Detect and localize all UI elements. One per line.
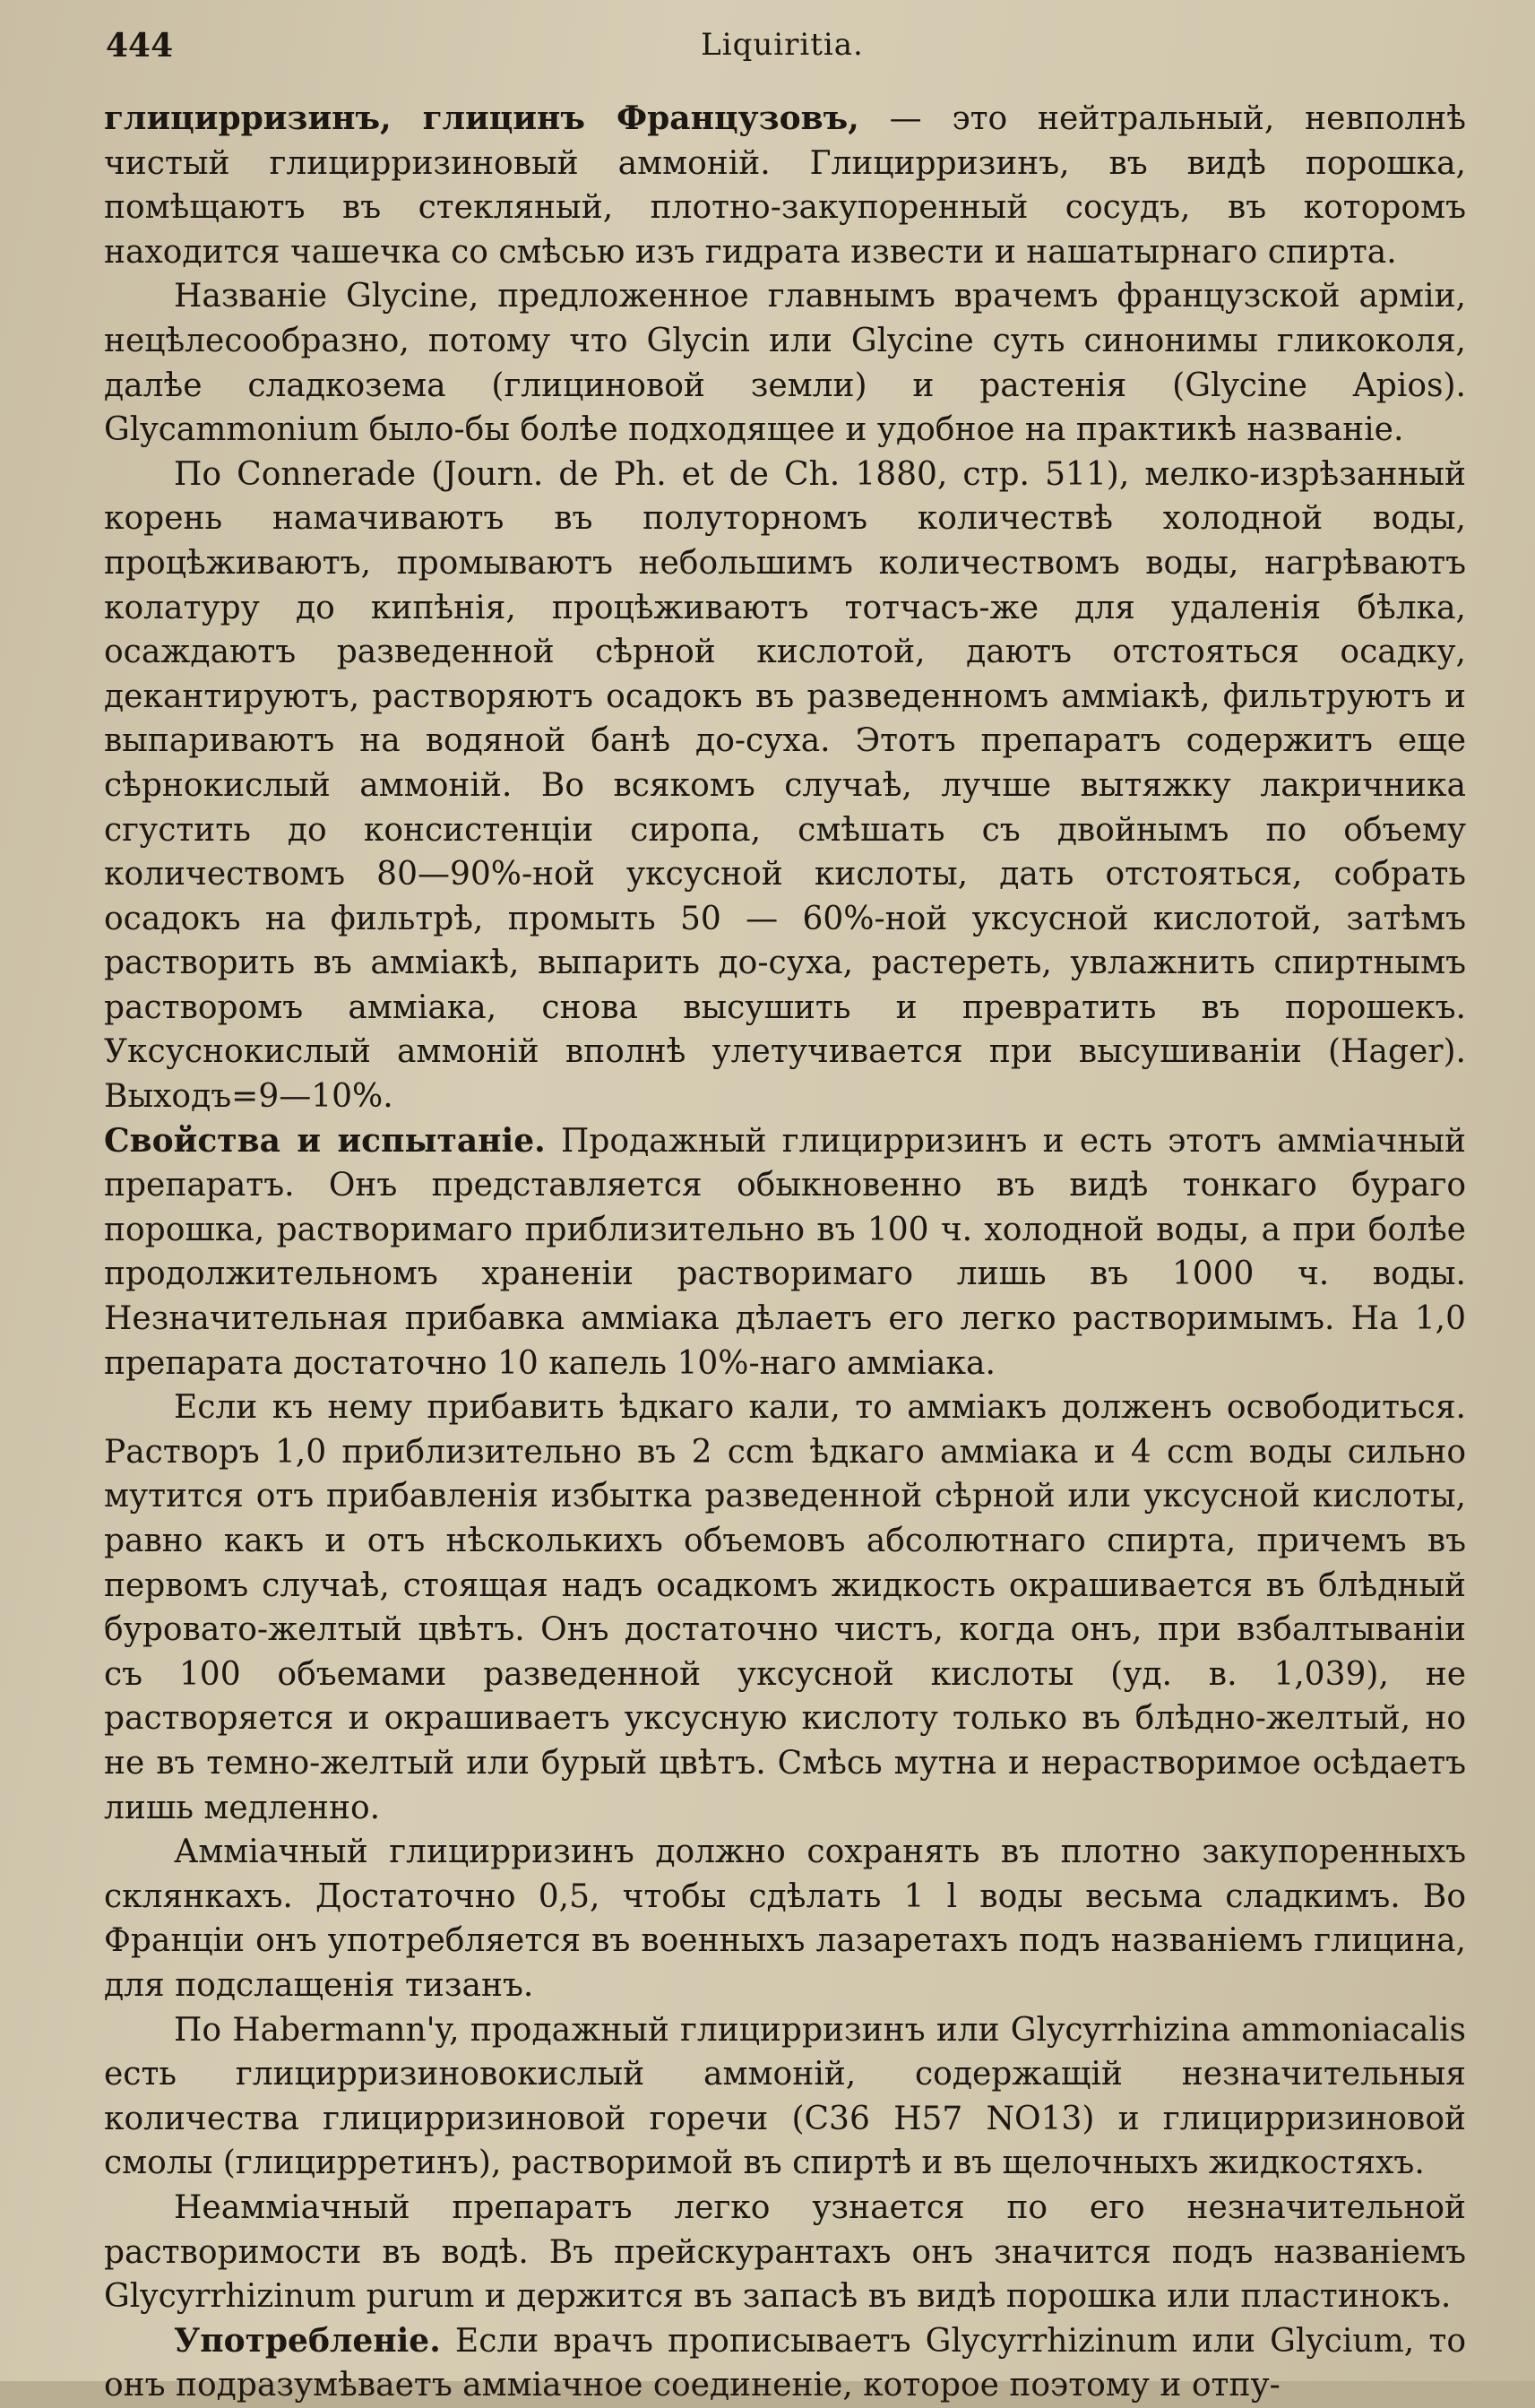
paragraph-1 (104, 97, 1466, 274)
running-head (106, 27, 1459, 72)
paragraph-8-text: Неамміачный препаратъ легко узнается по его незначительной растворимости въ водѣ. Въ прейскурантахъ онъ значится подъ названіемъ Glycyrrhizinum purum и держится въ запасѣ въ видѣ порошка или пластинокъ. (104, 2188, 1466, 2316)
paragraph-6 (104, 1830, 1466, 2007)
paragraph-9-lead: Употребленіе. (174, 2321, 441, 2360)
paragraph-3 (104, 453, 1466, 1119)
paragraph-1-text: — это нейтральный, невполнѣ чистый глицирризиновый аммоній. Глицирризинъ, въ видѣ порошка, помѣщаютъ въ стекляный, плотно-закупоренный сосудъ, въ которомъ находится чашечка со смѣсью изъ гидрата извести и нашатырнаго спирта. (104, 100, 1466, 271)
paragraph-9 (104, 2319, 1466, 2408)
paragraph-4-lead: Свойства и испытаніе. (104, 1121, 546, 1160)
paragraph-2 (104, 274, 1466, 452)
body-text (104, 97, 1466, 2408)
page-number: 444 (106, 27, 174, 65)
running-title: Liquiritia. (701, 27, 864, 63)
paragraph-4 (104, 1119, 1466, 1386)
paragraph-1-lead: глицирризинъ, глицинъ Французовъ, (104, 99, 859, 137)
paragraph-6-text: Амміачный глицирризинъ должно сохранять въ плотно закупоренныхъ склянкахъ. Достаточно 0,5, чтобы сдѣлать 1 l воды весьма сладкимъ. Во Франціи онъ употребляется въ военныхъ лазаретахъ подъ названіемъ глицина, для подслащенія тизанъ. (104, 1834, 1466, 2004)
paragraph-7-text: По Habermann'y, продажный глицирризинъ или Glycyrrhizina ammoniacalis есть глицирризиновокислый аммоній, содержащій незначительныя количества глицирризиновой горечи (C36 H57 NO13) и глицирризиновой смолы (глицирретинъ), растворимой въ спиртѣ и въ щелочныхъ жидкостяхъ. (104, 2011, 1466, 2182)
paragraph-5 (104, 1385, 1466, 1830)
paragraph-7 (104, 2008, 1466, 2186)
paragraph-5-text: Если къ нему прибавить ѣдкаго кали, то амміакъ долженъ освободиться. Растворъ 1,0 приблизительно въ 2 ccm ѣдкаго амміака и 4 ccm воды сильно мутится отъ прибавленія избытка разведенной сѣрной или уксусной кислоты, равно какъ и отъ нѣсколькихъ объемовъ абсолютнаго спирта, причемъ въ первомъ случаѣ, стоящая надъ осадкомъ жидкость окрашивается въ блѣдный буровато-желтый цвѣтъ. Онъ достаточно чистъ, когда онъ, при взбалтываніи съ 100 объемами разведенной уксусной кислоты (уд. в. 1,039), не растворяется и окрашиваетъ уксусную кислоту только въ блѣдно-желтый, но не въ темно-желтый или бурый цвѣтъ. Смѣсь мутна и нерастворимое осѣдаетъ лишь медленно. (104, 1389, 1466, 1826)
paragraph-3-text: По Connerade (Journ. de Ph. et de Ch. 1880, стр. 511), мелко-изрѣзанный корень намачиваютъ въ полуторномъ количествѣ холодной воды, процѣживаютъ, промываютъ небольшимъ количествомъ воды, нагрѣваютъ колатуру до кипѣнія, процѣживаютъ тотчасъ-же для удаленія бѣлка, осаждаютъ разведенной сѣрной кислотой, даютъ отстояться осадку, декантируютъ, растворяютъ осадокъ въ разведенномъ амміакѣ, фильтруютъ и выпариваютъ на водяной банѣ до-суха. Этотъ препаратъ содержитъ еще сѣрнокислый аммоній. Во всякомъ случаѣ, лучше вытяжку лакричника сгустить до консистенціи сиропа, смѣшать съ двойнымъ по объему количествомъ 80—90%-ной уксусной кислоты, дать отстояться, собрать осадокъ на фильтрѣ, промыть 50 — 60%-ной уксусной кислотой, затѣмъ растворить въ амміакѣ, выпарить до-суха, растереть, увлажнить спиртнымъ растворомъ амміака, снова высушить и превратить въ порошекъ. Уксуснокислый аммоній вполнѣ улетучивается при высушиваніи (Hager). Выходъ=9—10%. (104, 455, 1466, 1116)
paragraph-2-text: Названіе Glycine, предложенное главнымъ врачемъ французской арміи, нецѣлесообразно, потому что Glycin или Glycine суть синонимы гликоколя, далѣе сладкозема (глициновой земли) и растенія (Glycine Apios). Glycammonium было-бы болѣе подходящее и удобное на практикѣ названіе. (104, 278, 1466, 449)
paragraph-4-text: Продажный глицирризинъ и есть этотъ амміачный препаратъ. Онъ представляется обыкновенно въ видѣ тонкаго бураго порошка, растворимаго приблизительно въ 100 ч. холодной воды, а при болѣе продолжительномъ храненіи растворимаго лишь въ 1000 ч. воды. Незначительная прибавка амміака дѣлаетъ его легко растворимымъ. На 1,0 препарата достаточно 10 капель 10%-наго амміака. (104, 1122, 1466, 1382)
paragraph-9-text: Если врачъ прописываетъ Glycyrrhizinum или Glycium, то онъ подразумѣваетъ амміачное соединеніе, которое поэтому и отпу- (104, 2322, 1466, 2404)
paragraph-8 (104, 2186, 1466, 2319)
